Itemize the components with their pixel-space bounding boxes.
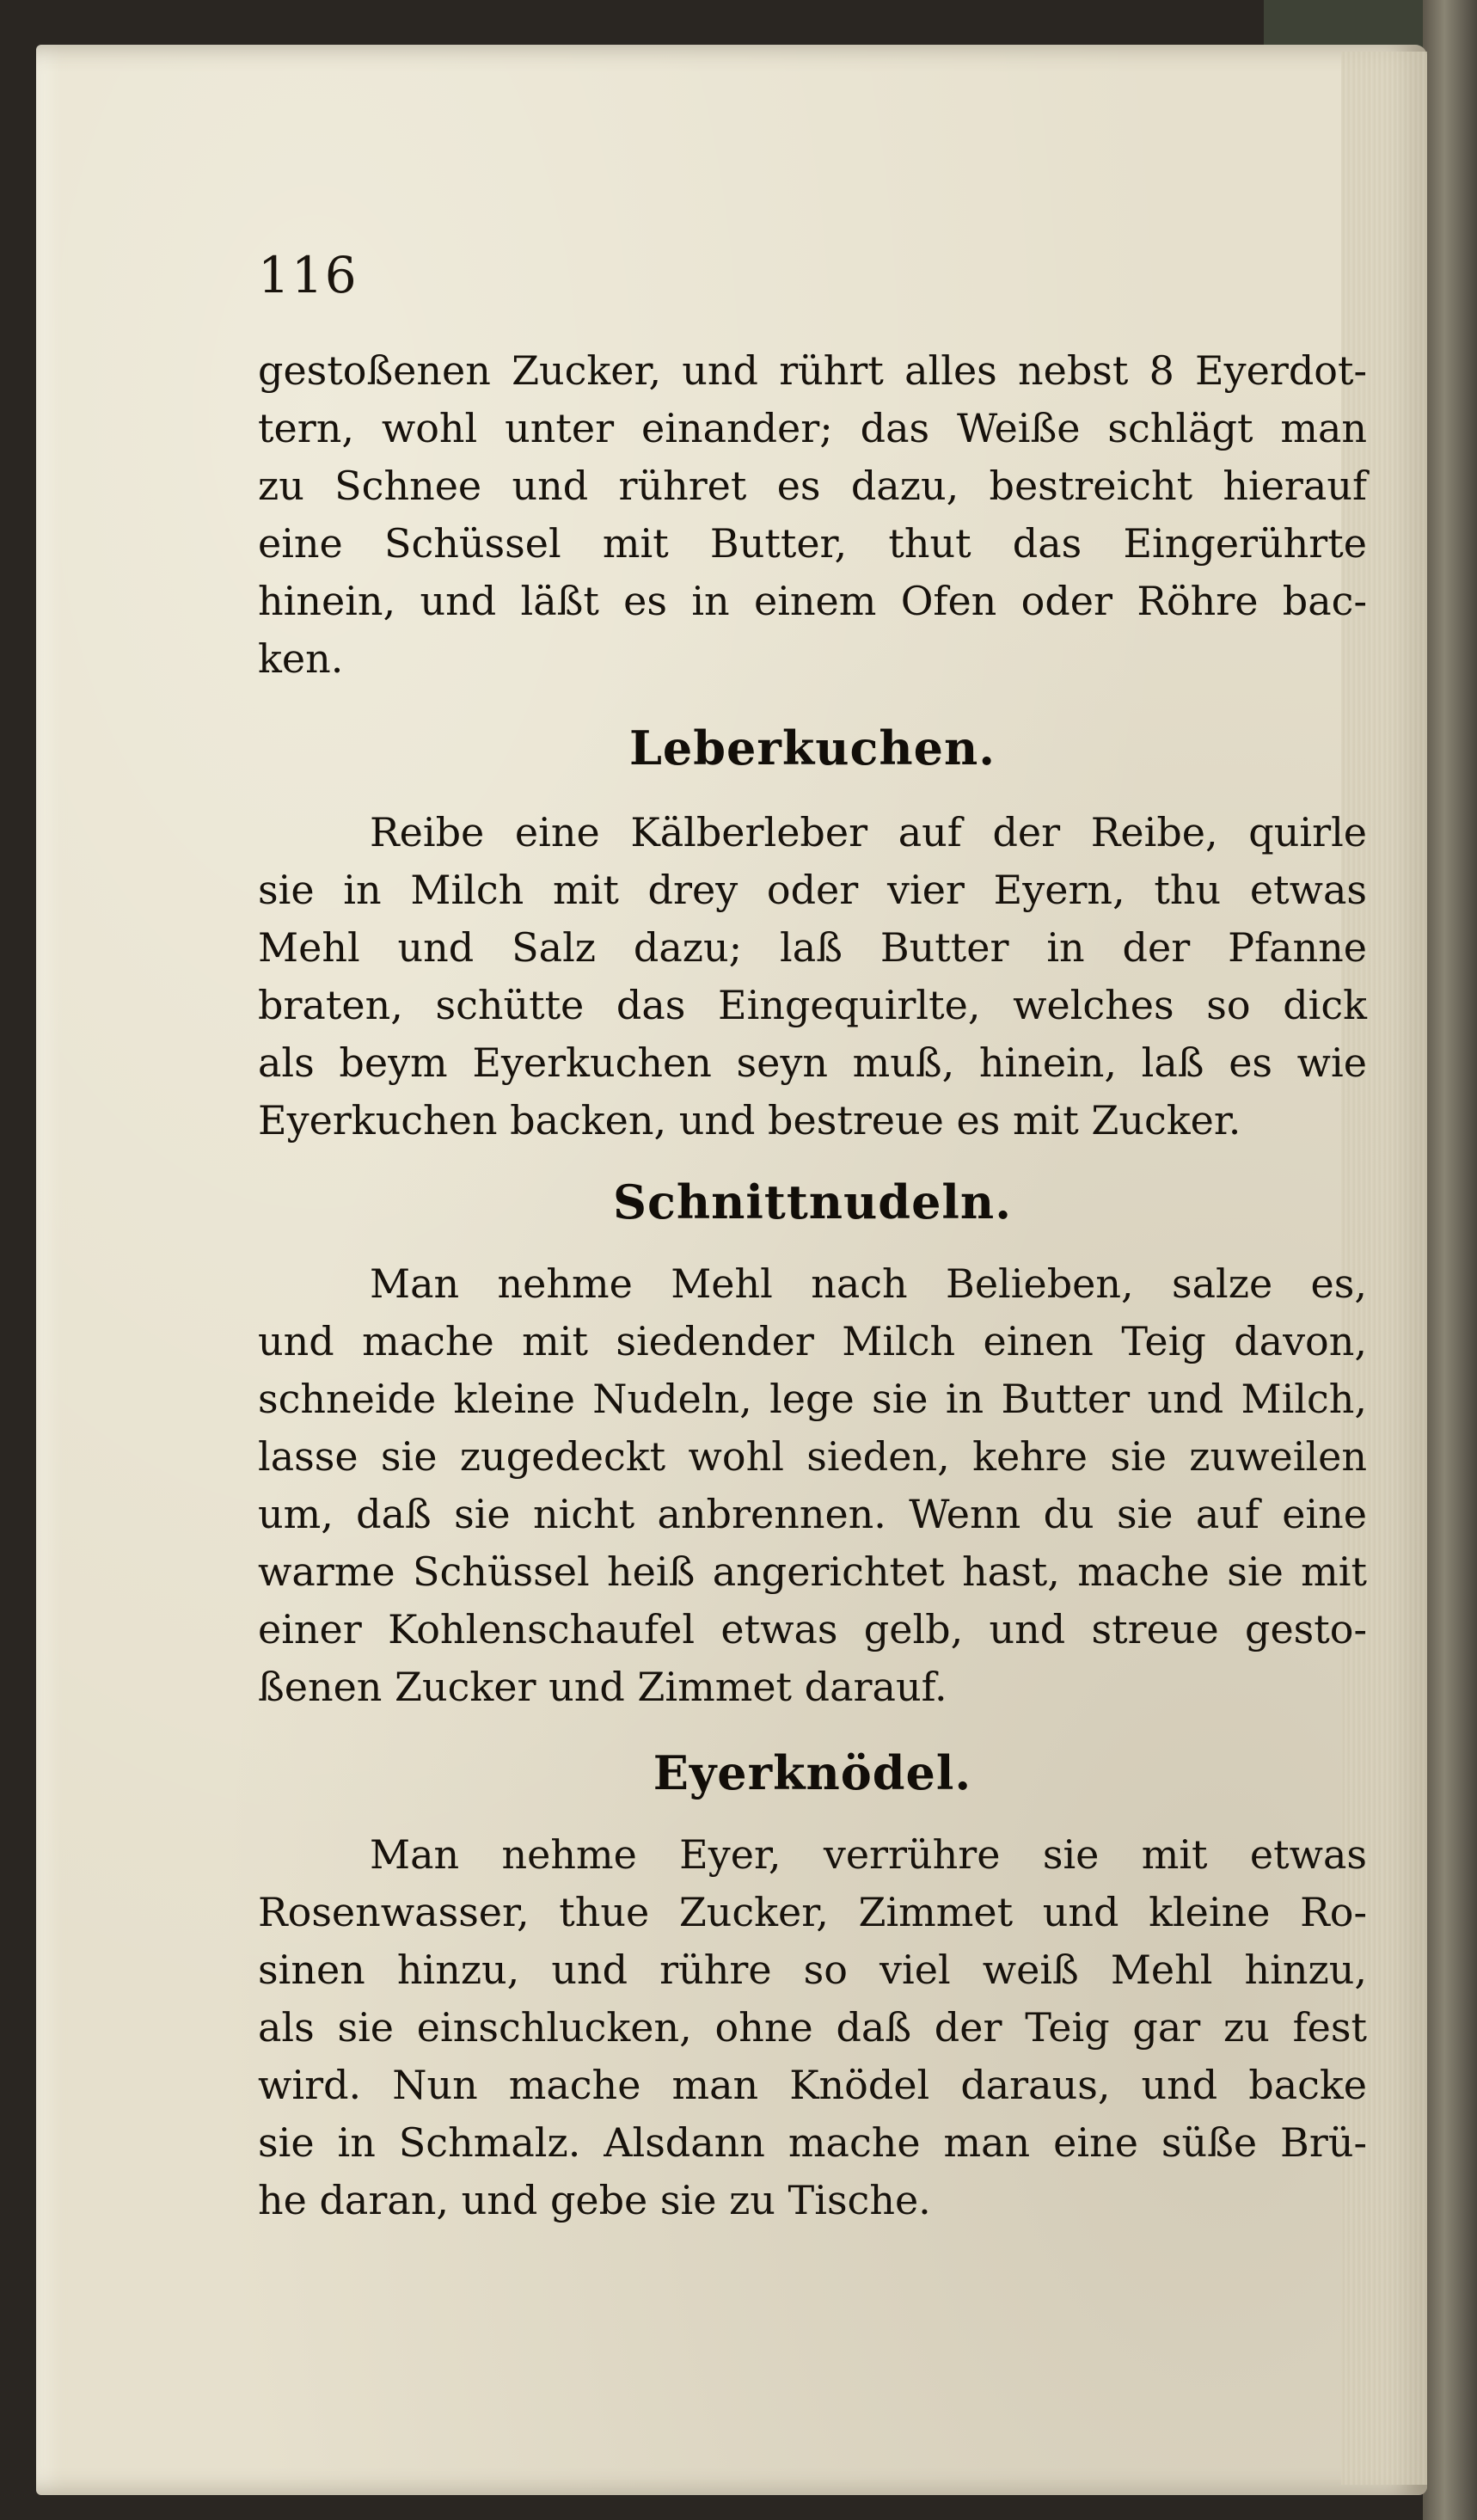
paragraph-schnittnudeln: [258, 1255, 1367, 1716]
paragraph-continuation: [258, 342, 1367, 688]
text-line: Rosenwasser, thue Zucker, Zimmet und kleine Ro-: [258, 1889, 1367, 1935]
text-line: schneide kleine Nudeln, lege sie in Butter und Milch,: [258, 1376, 1367, 1422]
text-line: hinein, und läßt es in einem Ofen oder Röhre bac-: [258, 578, 1367, 624]
text-line: als beym Eyerkuchen seyn muß, hinein, laß es wie: [258, 1039, 1367, 1086]
text-line: einer Kohlenschaufel etwas gelb, und streue gesto-: [258, 1606, 1367, 1652]
text-line: Man nehme Mehl nach Belieben, salze es,: [370, 1260, 1367, 1307]
text-line: sie in Schmalz. Alsdann mache man eine süße Brü-: [258, 2119, 1367, 2166]
page-number: 116: [258, 246, 359, 304]
paragraph-leberkuchen: [258, 804, 1367, 1150]
text-line: als sie einschlucken, ohne daß der Teig gar zu fest: [258, 2004, 1367, 2051]
text-line: sinen hinzu, und rühre so viel weiß Mehl hinzu,: [258, 1947, 1367, 1993]
text-line: sie in Milch mit drey oder vier Eyern, thu etwas: [258, 867, 1367, 913]
text-line: um, daß sie nicht anbrennen. Wenn du sie auf eine: [258, 1491, 1367, 1537]
text-line: Man nehme Eyer, verrühre sie mit etwas: [370, 1831, 1367, 1878]
text-line: tern, wohl unter einander; das Weiße schlägt man: [258, 405, 1367, 451]
text-line: Mehl und Salz dazu; laß Butter in der Pfanne: [258, 924, 1367, 971]
text-line: und mache mit siedender Milch einen Teig davon,: [258, 1318, 1367, 1364]
heading-eyerknoedel: Eyerknödel.: [653, 1745, 972, 1800]
paragraph-eyerknoedel: [258, 1826, 1367, 2229]
text-line: Eyerkuchen backen, und bestreue es mit Zucker.: [258, 1097, 1241, 1144]
text-line: warme Schüssel heiß angerichtet hast, mache sie mit: [258, 1548, 1367, 1595]
text-line: Reibe eine Kälberleber auf der Reibe, quirle: [370, 809, 1367, 855]
text-line: wird. Nun mache man Knödel daraus, und backe: [258, 2062, 1367, 2108]
text-line: ßenen Zucker und Zimmet darauf.: [258, 1664, 947, 1710]
text-line: lasse sie zugedeckt wohl sieden, kehre sie zuweilen: [258, 1433, 1367, 1480]
text-line: eine Schüssel mit Butter, thut das Eingerührte: [258, 520, 1367, 567]
text-line: gestoßenen Zucker, und rührt alles nebst 8 Eyerdot-: [258, 347, 1367, 394]
heading-leberkuchen: Leberkuchen.: [628, 720, 996, 776]
text-line: he daran, und gebe sie zu Tische.: [258, 2177, 931, 2223]
text-line: braten, schütte das Eingequirlte, welches so dick: [258, 982, 1367, 1028]
heading-schnittnudeln: Schnittnudeln.: [612, 1174, 1012, 1229]
text-line: ken.: [258, 635, 344, 682]
text-line: zu Schnee und rühret es dazu, bestreicht hierauf: [258, 463, 1367, 509]
backdrop-edge: [1423, 0, 1477, 2520]
